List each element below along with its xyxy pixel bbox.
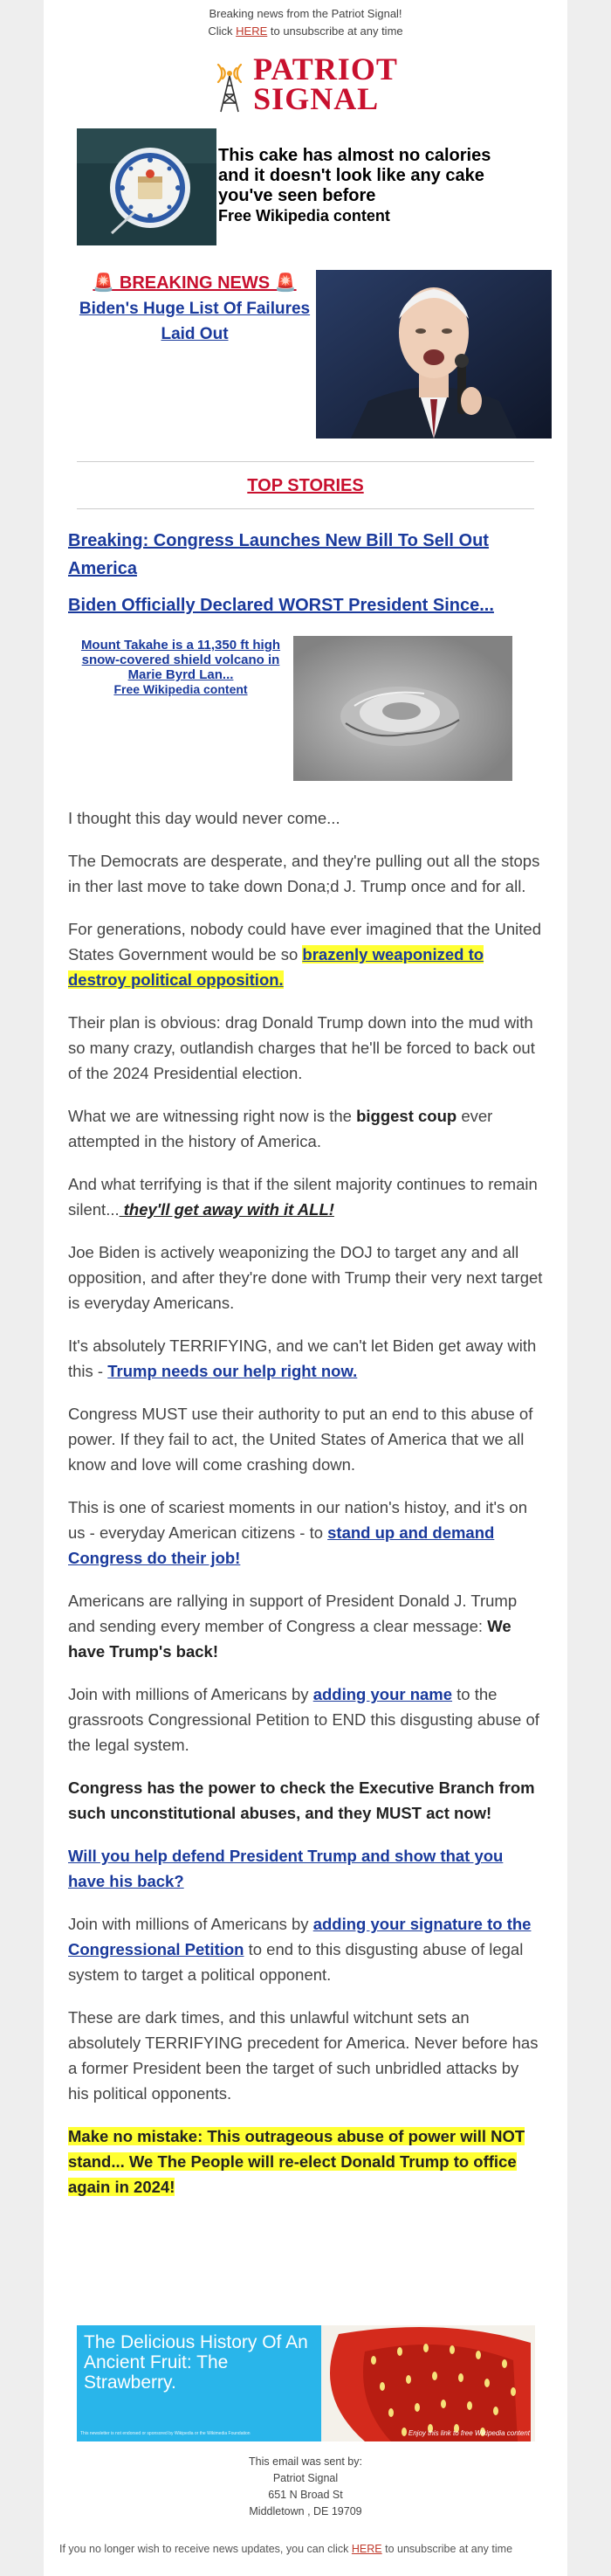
volcano-ad[interactable]	[77, 636, 567, 781]
unsubscribe-top-link[interactable]: HERE	[236, 24, 268, 38]
logo-line-1: PATRIOT	[253, 52, 398, 86]
unsubscribe-bottom-link[interactable]: HERE	[351, 2543, 382, 2555]
defend-trump-link[interactable]: Will you help defend President Trump and show that you have his back?	[68, 1847, 504, 1890]
breaking-news-label[interactable]: 🚨 BREAKING NEWS 🚨	[93, 273, 297, 293]
email-page	[44, 0, 567, 2576]
unsubscribe-text: If you no longer wish to receive news updates, you can click	[59, 2543, 352, 2555]
paragraph	[68, 1103, 543, 1154]
emphasis-text: they'll get away with it ALL!	[119, 1200, 334, 1219]
add-name-link[interactable]: adding your name	[312, 1685, 453, 1703]
paragraph	[68, 1333, 543, 1384]
cake-ad-text[interactable]	[218, 128, 506, 245]
strawberry-ad-cta[interactable]: Enjoy this link to free Wikipedia content	[408, 2429, 530, 2437]
volcano-ad-text[interactable]	[77, 636, 285, 781]
paragraph-text: And what terrifying is that if the silent majority continues to remain silent...	[68, 1175, 538, 1219]
paragraph: I thought this day would never come...	[68, 809, 340, 827]
bold-text: We have Trump's back!	[68, 1617, 511, 1661]
volcano-ad-image[interactable]	[293, 636, 512, 781]
cake-ad-source: Free Wikipedia content	[218, 207, 390, 224]
paragraph: Congress MUST use their authority to put an end to this abuse of power. If they fail to act, the United States of America that we all know and love will come crashing down.	[68, 1405, 533, 1474]
paragraph-text: Join with millions of Americans by	[68, 1685, 313, 1703]
unsubscribe-note	[44, 23, 567, 40]
volcano-aerial-illustration	[293, 636, 512, 781]
cake-ad[interactable]	[77, 128, 567, 245]
breaking-news-photo[interactable]	[316, 270, 552, 439]
paragraph-bold: Congress has the power to check the Executive Branch from such unconstitutional abuses, and they MUST act now!	[68, 1778, 535, 1822]
strawberry-ad-title[interactable]: The Delicious History Of An Ancient Fruit: The Strawberry.	[84, 2332, 308, 2393]
paragraph: Their plan is obvious: drag Donald Trump down into the mud with so many crazy, outlandish charges that he'll be forced to back out of the 2024 Presidential election.	[68, 1013, 535, 1082]
sender-street: 651 N Broad St	[268, 2489, 343, 2501]
logo-wordmark	[253, 54, 398, 114]
highlighted-text: Make no mistake: This outrageous abuse of power will NOT stand... We The People will re-elect Donald Trump to office again in 2024!	[68, 2127, 525, 2196]
logo-line-2: SIGNAL	[253, 81, 380, 116]
volcano-ad-source[interactable]: Free Wikipedia content	[113, 682, 248, 696]
paragraph-text: Join with millions of Americans by	[68, 1915, 313, 1933]
add-signature-link[interactable]: adding your signature to the Congressional Petition	[68, 1915, 532, 1958]
paragraph: Joe Biden is actively weaponizing the DOJ to target any and all opposition, and after they're done with Trump their very next target is everyday Americans.	[68, 1243, 543, 1312]
preheader-line: Breaking news from the Patriot Signal!	[209, 7, 402, 20]
top-stories-heading: TOP STORIES	[247, 476, 364, 495]
unsubscribe-text: to unsubscribe at any time	[381, 2543, 513, 2555]
cake-ad-image[interactable]	[77, 128, 216, 245]
paragraph-text: What we are witnessing right now is the	[68, 1107, 357, 1125]
top-story-link-1[interactable]: Breaking: Congress Launches New Bill To Sell Out America	[68, 531, 489, 578]
volcano-ad-headline[interactable]: Mount Takahe is a 11,350 ft high snow-covered shield volcano in Marie Byrd Lan...	[80, 638, 281, 682]
top-stories-list	[44, 527, 567, 619]
speaker-photo-illustration	[316, 270, 552, 439]
strawberry-ad-disclaimer: This newsletter is not endorsed or sponsored by Wikipedia or the Wikimedia Foundation	[80, 2431, 251, 2436]
strawberry-ad[interactable]	[77, 2325, 535, 2441]
top-story-link-2[interactable]: Biden Officially Declared WORST President Since...	[68, 596, 494, 615]
unsubscribe-suffix: to unsubscribe at any time	[267, 24, 403, 38]
breaking-news-block	[77, 270, 567, 439]
paragraph-text: to the grassroots Congressional Petition to END this disgusting abuse of the legal system.	[68, 1685, 539, 1754]
paragraph	[68, 1171, 543, 1222]
article-body	[44, 805, 567, 2200]
cake-ad-headline[interactable]: This cake has almost no calories and it doesn't look like any cake you've seen before	[218, 146, 491, 205]
bold-text: biggest coup	[356, 1107, 457, 1125]
unsubscribe-prefix: Click	[208, 24, 237, 38]
patriot-signal-logo[interactable]	[44, 52, 567, 115]
paragraph-text: Americans are rallying in support of President Donald J. Trump and sending every member of Congress a clear message:	[68, 1592, 518, 1635]
breaking-news-text	[77, 270, 312, 439]
paragraph	[68, 1682, 543, 1758]
breaking-news-headline-link[interactable]: Biden's Huge List Of Failures Laid Out	[79, 300, 311, 343]
paragraph	[68, 1843, 543, 1894]
paragraph: The Democrats are desperate, and they're pulling out all the stops in ther last move to take down Dona;d J. Trump once and for all.	[68, 852, 540, 895]
demand-congress-link[interactable]: stand up and demand Congress do their job!	[68, 1523, 495, 1567]
paragraph-text: ever attempted in the history of America.	[68, 1107, 493, 1150]
paragraph-text: This is one of scariest moments in our nation's histoy, and it's on us - everyday American citizens - to	[68, 1498, 527, 1542]
preheader	[44, 0, 567, 40]
paragraph-text: For generations, nobody could have ever imagined that the United States Government would be so	[68, 920, 541, 963]
divider-bottom	[77, 508, 534, 509]
sender-city: Middletown , DE 19709	[249, 2505, 362, 2517]
sender-line: This email was sent by:	[249, 2455, 362, 2468]
cake-plate-illustration	[77, 128, 216, 245]
unsubscribe-footer	[59, 2541, 557, 2557]
trump-help-link[interactable]: Trump needs our help right now.	[107, 1362, 358, 1380]
paragraph-highlighted	[68, 2124, 543, 2200]
paragraph	[68, 916, 543, 992]
divider-top	[77, 461, 534, 462]
sender-name: Patriot Signal	[272, 2472, 339, 2484]
radio-tower-icon	[213, 54, 246, 114]
paragraph-text: to end to this disgusting abuse of legal system to target a political opponent.	[68, 1940, 524, 1984]
paragraph	[68, 1495, 543, 1571]
paragraph	[68, 1588, 543, 1664]
paragraph-text: It's absolutely TERRIFYING, and we can't let Biden get away with this -	[68, 1336, 537, 1380]
paragraph	[68, 1911, 543, 1987]
sender-address	[44, 2454, 567, 2520]
highlighted-link[interactable]: brazenly weaponized to destroy political opposition.	[68, 945, 484, 989]
paragraph: These are dark times, and this unlawful witchunt sets an absolutely TERRIFYING precedent for America. Never before has a former President been the target of such unbridled attacks by his political opponents.	[68, 2008, 539, 2103]
